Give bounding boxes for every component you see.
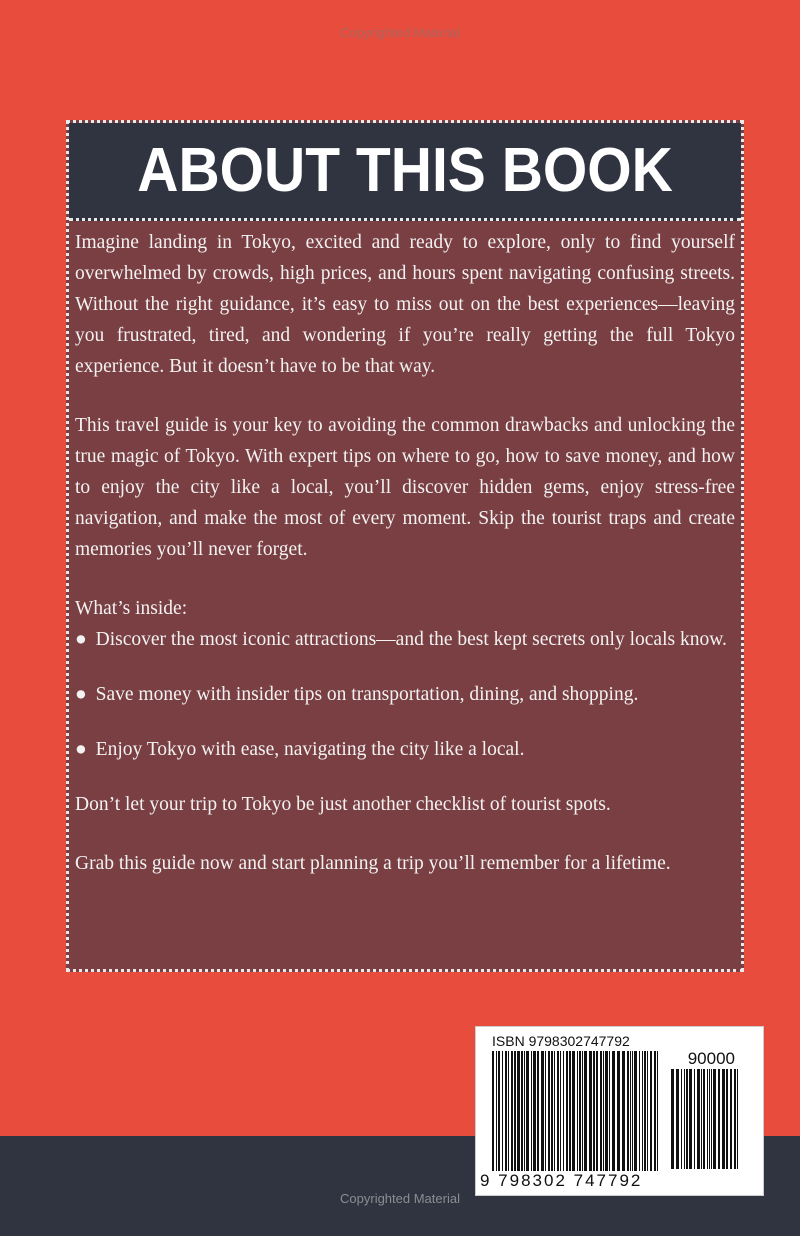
barcode-bar xyxy=(593,1051,595,1171)
barcode-bar xyxy=(589,1051,592,1171)
barcode-bar xyxy=(600,1051,602,1171)
barcode-bar xyxy=(496,1051,497,1171)
barcode-bar xyxy=(630,1051,631,1171)
barcode-bar xyxy=(514,1051,516,1171)
barcode-bar xyxy=(554,1051,555,1171)
barcode-bar xyxy=(517,1051,520,1171)
barcode-bar xyxy=(557,1051,559,1171)
bullet-icon: ● xyxy=(75,629,87,650)
barcode-bar xyxy=(572,1051,575,1171)
barcode-bar xyxy=(632,1051,633,1171)
copyright-watermark-top: Copyrighted Material xyxy=(340,25,460,40)
isbn-digits: 9 798302 747792 xyxy=(480,1171,643,1190)
barcode-bar xyxy=(605,1051,608,1171)
barcode-bar xyxy=(526,1051,529,1171)
barcode-bar xyxy=(711,1069,712,1169)
barcode-bar xyxy=(609,1051,610,1171)
isbn-barcode xyxy=(492,1051,662,1171)
barcode-bar xyxy=(644,1051,646,1171)
barcode-bar xyxy=(684,1069,685,1169)
call-to-action-paragraph: Grab this guide now and start planning a trip you’ll remember for a lifetime. xyxy=(75,853,671,874)
barcode-bar xyxy=(627,1051,629,1171)
barcode-bar xyxy=(701,1069,702,1169)
barcode-bar xyxy=(647,1051,648,1171)
barcode-bar xyxy=(654,1051,656,1171)
barcode-bar xyxy=(676,1069,679,1169)
intro-paragraph: Imagine landing in Tokyo, excited and ready to explore, only to find yourself overwhelmed by crowds, high prices, and hours spent navigating confusing streets. Without the right guidance, it’s easy to miss out on the best experiences—leaving you frustrated, tired, and wondering if you’re really getting the full Tokyo experience. But it doesn’t have to be that way. xyxy=(75,232,735,377)
barcode-bar xyxy=(577,1051,578,1171)
barcode-bar xyxy=(726,1069,728,1169)
barcode-bar xyxy=(617,1051,620,1171)
bullet-text: Discover the most iconic attractions—and the best kept secrets only locals know. xyxy=(95,629,727,650)
price-barcode xyxy=(671,1069,741,1169)
barcode-bar xyxy=(703,1069,705,1169)
barcode-bar xyxy=(718,1069,720,1169)
barcode-bar xyxy=(579,1051,581,1171)
barcode-bar xyxy=(596,1051,598,1171)
barcode-bar xyxy=(582,1051,583,1171)
barcode-bar xyxy=(584,1051,587,1171)
barcode-bar xyxy=(697,1069,700,1169)
bullet-icon: ● xyxy=(75,739,87,760)
barcode-box xyxy=(475,1026,764,1196)
copyright-watermark-bottom: Copyrighted Material xyxy=(340,1191,460,1206)
barcode-bar xyxy=(681,1069,682,1169)
barcode-bar xyxy=(686,1069,688,1169)
bullet-text: Save money with insider tips on transportation, dining, and shopping. xyxy=(95,684,639,705)
barcode-bar xyxy=(560,1051,561,1171)
barcode-bar xyxy=(694,1069,695,1169)
panel-body xyxy=(69,221,741,879)
barcode-bar xyxy=(548,1051,550,1171)
barcode-bar xyxy=(603,1051,604,1171)
about-panel xyxy=(66,120,744,972)
barcode-bar xyxy=(505,1051,507,1171)
barcode-bar xyxy=(533,1051,536,1171)
closing-paragraph: Don’t let your trip to Tokyo be just another checklist of tourist spots. xyxy=(75,794,611,815)
barcode-bar xyxy=(713,1069,716,1169)
barcode-bar xyxy=(537,1051,539,1171)
barcode-bar xyxy=(612,1051,615,1171)
barcode-bar xyxy=(634,1051,637,1171)
barcode-bar xyxy=(639,1051,640,1171)
barcode-bar xyxy=(569,1051,571,1171)
bullet-icon: ● xyxy=(75,684,87,705)
barcode-bar xyxy=(492,1051,494,1171)
barcode-bar xyxy=(511,1051,513,1171)
bullet-item xyxy=(75,679,735,710)
bullet-text: Enjoy Tokyo with ease, navigating the city like a local. xyxy=(95,739,525,760)
barcode-bar xyxy=(671,1069,674,1169)
barcode-bar xyxy=(642,1051,643,1171)
barcode-bar xyxy=(566,1051,568,1171)
barcode-bar xyxy=(737,1069,738,1169)
barcode-bar xyxy=(508,1051,509,1171)
barcode-bar xyxy=(707,1069,708,1169)
price-code: 90000 xyxy=(687,1049,735,1068)
panel-header xyxy=(69,123,741,221)
panel-title: ABOUT THIS BOOK xyxy=(137,136,673,205)
barcode-bar xyxy=(563,1051,564,1171)
barcode-bar xyxy=(521,1051,523,1171)
barcode-bar xyxy=(531,1051,532,1171)
barcode-bar xyxy=(722,1069,725,1169)
barcode-bar xyxy=(734,1069,736,1169)
isbn-label: ISBN 9798302747792 xyxy=(492,1033,630,1049)
barcode-bar xyxy=(709,1069,710,1169)
barcode-bar xyxy=(622,1051,625,1171)
bullet-item xyxy=(75,734,735,765)
bullet-item xyxy=(75,624,735,655)
barcode-bar xyxy=(689,1069,692,1169)
barcode-bar xyxy=(524,1051,525,1171)
barcode-bar xyxy=(657,1051,658,1171)
barcode-bar xyxy=(730,1069,732,1169)
barcode-bar xyxy=(650,1051,652,1171)
guide-paragraph: This travel guide is your key to avoiding the common drawbacks and unlocking the true magic of Tokyo. With expert tips on where to go, how to save money, and how to enjoy the city like a local, you’ll discover hidden gems, enjoy stress-free navigation, and make the most of every moment. Skip the tourist traps and create memories you’ll never forget. xyxy=(75,415,735,560)
barcode-bar xyxy=(551,1051,553,1171)
barcode-bar xyxy=(498,1051,500,1171)
barcode-bar xyxy=(541,1051,544,1171)
barcode-bar xyxy=(545,1051,546,1171)
barcode-bar xyxy=(502,1051,503,1171)
inside-heading: What’s inside: xyxy=(75,598,188,619)
